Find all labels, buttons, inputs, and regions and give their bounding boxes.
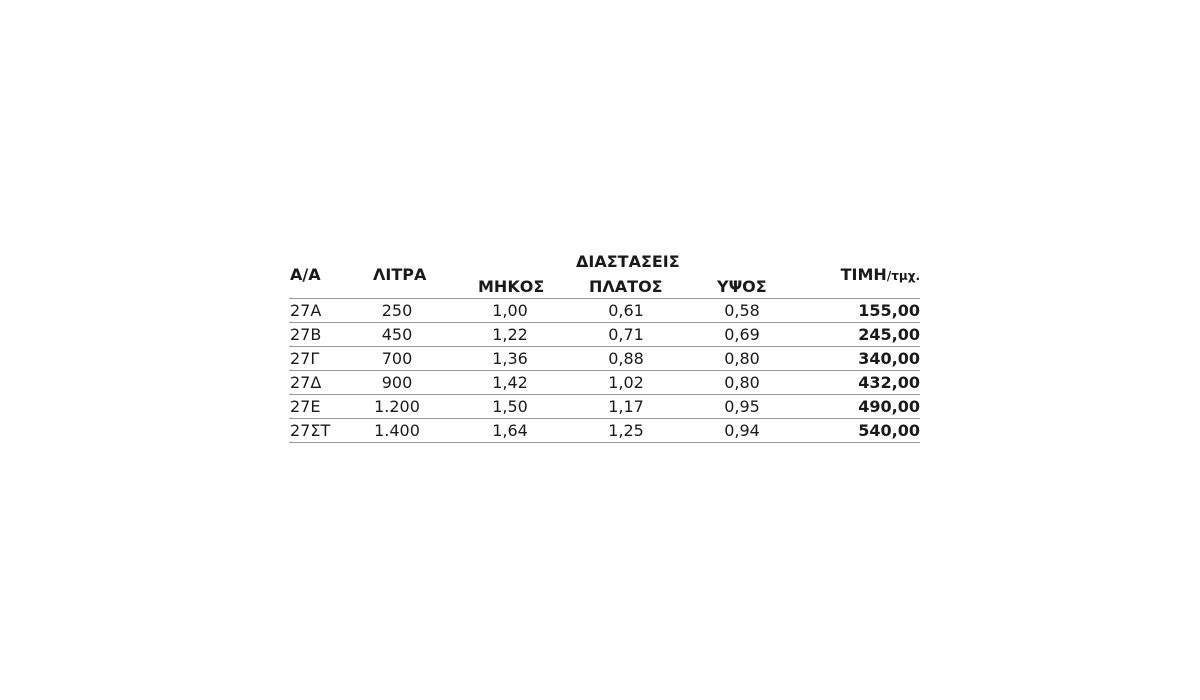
cell-mikos: 1,42 (492, 373, 528, 392)
table-row (289, 347, 920, 371)
cell-code: 27Β (290, 325, 322, 344)
cell-price: 540,00 (858, 421, 920, 440)
table-header (289, 250, 920, 299)
header-timi-unit: /τμχ. (886, 269, 920, 283)
cell-litra: 450 (381, 325, 413, 344)
header-platos: ΠΛΑΤΟΣ (589, 277, 663, 296)
cell-platos: 0,61 (608, 301, 644, 320)
table-row (289, 395, 920, 419)
cell-litra: 1.400 (374, 421, 420, 440)
cell-price: 490,00 (858, 397, 920, 416)
header-mikos: ΜΗΚΟΣ (478, 277, 545, 296)
cell-platos: 1,25 (608, 421, 644, 440)
header-litra: ΛΙΤΡΑ (373, 265, 427, 284)
header-ypsos: ΥΨΟΣ (717, 277, 767, 296)
header-timi-label: ΤΙΜΗ (840, 265, 887, 284)
cell-platos: 1,17 (608, 397, 644, 416)
header-aa: Α/Α (290, 265, 321, 284)
cell-price: 155,00 (858, 301, 920, 320)
cell-litra: 1.200 (374, 397, 420, 416)
cell-price: 340,00 (858, 349, 920, 368)
cell-platos: 0,88 (608, 349, 644, 368)
cell-ypsos: 0,80 (724, 349, 760, 368)
cell-platos: 0,71 (608, 325, 644, 344)
cell-litra: 900 (381, 373, 413, 392)
cell-litra: 700 (381, 349, 413, 368)
cell-price: 432,00 (858, 373, 920, 392)
cell-ypsos: 0,69 (724, 325, 760, 344)
cell-ypsos: 0,58 (724, 301, 760, 320)
cell-mikos: 1,22 (492, 325, 528, 344)
header-dimensions: ΔΙΑΣΤΑΣΕΙΣ (576, 252, 680, 271)
cell-code: 27Γ (290, 349, 320, 368)
cell-code: 27Α (290, 301, 322, 320)
cell-mikos: 1,50 (492, 397, 528, 416)
cell-mikos: 1,64 (492, 421, 528, 440)
cell-mikos: 1,36 (492, 349, 528, 368)
cell-code: 27ΣΤ (290, 421, 331, 440)
table-row (289, 371, 920, 395)
price-table (289, 250, 920, 443)
header-timi (841, 265, 920, 286)
cell-ypsos: 0,95 (724, 397, 760, 416)
cell-ypsos: 0,80 (724, 373, 760, 392)
table-row (289, 299, 920, 323)
cell-mikos: 1,00 (492, 301, 528, 320)
table-row (289, 419, 920, 443)
cell-platos: 1,02 (608, 373, 644, 392)
cell-litra: 250 (381, 301, 413, 320)
cell-price: 245,00 (858, 325, 920, 344)
table-row (289, 323, 920, 347)
cell-code: 27Ε (290, 397, 321, 416)
cell-code: 27Δ (290, 373, 322, 392)
cell-ypsos: 0,94 (724, 421, 760, 440)
